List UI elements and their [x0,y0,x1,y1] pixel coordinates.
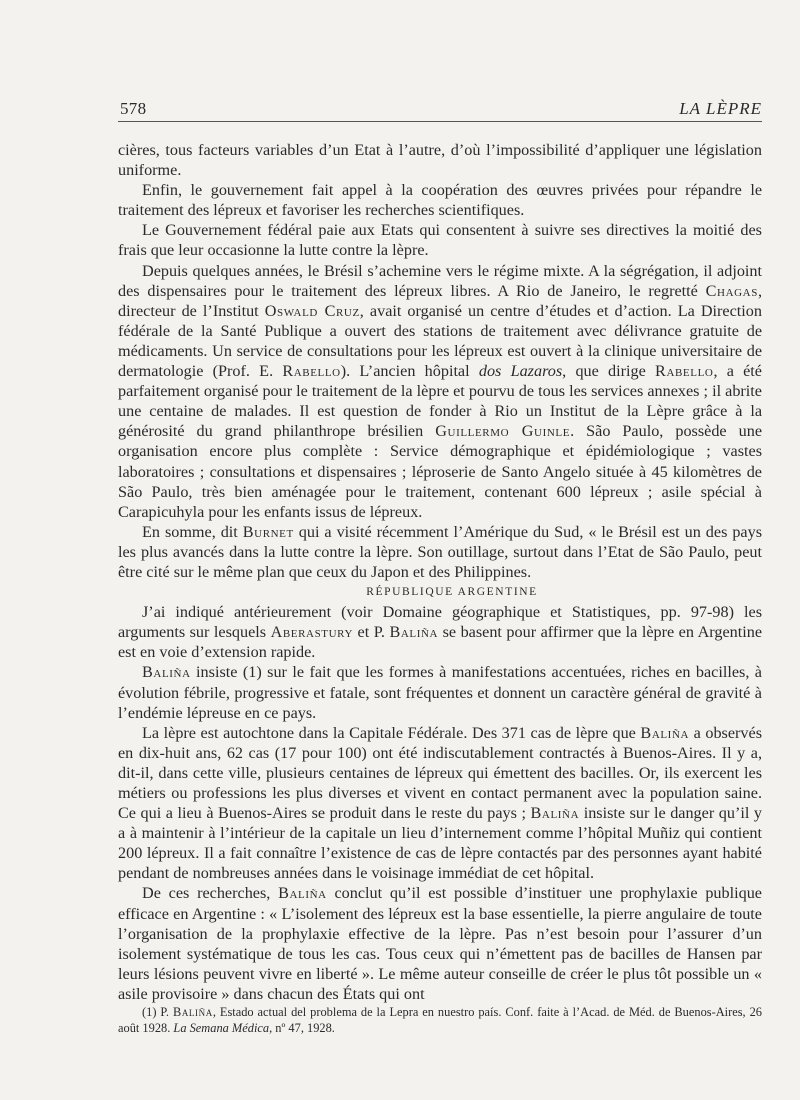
paragraph-6 [118,602,762,662]
paragraph-9 [118,883,762,1004]
text-span: , Estado actual del problema de la Lepra en nuestro país. Conf. faite à l’Acad. de Méd. de Buenos-Aires, 26 août 1928. [118,1005,762,1035]
running-title: LA LÈPRE [679,99,762,118]
author-name: Guillermo Guinle [435,422,571,441]
text-span: , nº 47, 1928. [269,1020,335,1035]
text-span: Depuis quelques années, le Brésil s’achemine vers le régime mixte. A la ségrégation, il adjoint des dispensaires pour le traitement des lépreux libres. A Rio de Janeiro, le regretté [118,261,762,300]
italic-term: dos Lazaros [478,362,563,381]
footnote [118,1005,762,1036]
text-span: qui a visité récemment l’Amérique du Sud, « le Brésil est un des pays les plus avancés dans la lutte contre la lèpre. Son outillage, surtout dans l’Etat de São Paulo, peut être cité sur le même plan que ceux du Japon et des Philippines. [118,522,762,581]
author-name: Baliña [640,723,690,742]
paragraph-1: cières, tous facteurs variables d’un Etat à l’autre, d’où l’impossibilité d’appliquer une législation uniforme. [118,141,762,180]
paragraph-8 [118,723,762,884]
text-span: conclut qu’il est possible d’instituer une prophylaxie publique efficace en Argentine : « L’isolement des lépreux est la base essentielle, la pierre angulaire de toute l’organisation de la prophylaxie effective de la lèpre. Pas n’est besoin pour l’assurer d’un isolement systématique de tous les cas. Tous ceux qui n’émettent pas de bacilles de Hansen par leurs lésions peuvent vivre en liberté ». Le même auteur conseille de créer le plus tôt possible un « asile provisoire » dans chacun des États qui ont [118,884,762,1003]
text-span: J’ai indiqué antérieurement (voir Domaine géographique et Statistiques, pp. 97-98) les arguments sur lesquels [118,603,762,642]
text-span: En somme, dit [142,522,243,541]
author-name: Baliña [389,623,439,642]
section-title: RÉPUBLIQUE ARGENTINE [366,586,538,599]
author-name: Rabello [655,362,714,381]
text-span: , a été parfaitement organisé pour le traitement de la lèpre et pourvu de tous les services annexes ; il abrite une centaine de malades. Il est question de fonder à Rio un Institut de la Lèpre grâce à la générosité du grand philanthrope brésilien [118,362,762,441]
journal-title: La Semana Médica [173,1020,270,1035]
text-span: se basent pour affirmer que la lèpre en Argentine est en voie d’extension rapide. [118,623,762,662]
text-span: La lèpre est autochtone dans la Capitale Fédérale. Des 371 cas de lèpre que [142,723,641,742]
paragraph-2: Enfin, le gouvernement fait appel à la coopération des œuvres privées pour répandre le traitement des lépreux et favoriser les recherches scientifiques. [118,181,762,220]
paragraph-3: Le Gouvernement fédéral paie aux Etats qui consentent à suivre ses directives la moitié des frais que leur occasionne la lutte contre la lèpre. [118,221,762,260]
page-header [118,99,762,123]
text-span: , que dirige [562,362,656,381]
text-span: a observés en dix-huit ans, 62 cas (17 pour 100) ont été indiscutablement contractés à Buenos-Aires. Il y a, dit-il, dans cette ville, plusieurs centaines de lépreux qui émettent des bacilles. Or, ils exercent les métiers ou professions les plus diverses et vivent en contact permanent avec la population saine. Ce qui a lieu à Buenos-Aires se produit dans le reste du pays ; [118,723,762,823]
page-number: 578 [120,99,147,118]
author-name: Chagas [705,281,758,300]
header-rule [118,121,762,122]
text-span: , avait organisé un centre d’études et d’action. La Direction fédérale de la Santé Publique a ouvert des stations de traitement avec délivrance gratuite de médicaments. Un service de consultations pour les lépreux est ouvert à la clinique universitaire de dermatologie (Prof. E. [118,301,762,381]
paragraph-4 [118,261,762,522]
paragraph-7 [118,662,762,722]
author-name: Aberastury [270,623,354,642]
text-span: insiste (1) sur le fait que les formes à manifestations accentuées, riches en bacilles, à évolution fébrile, progressive et fatale, sont fréquentes et donnent un caractère général de gravité à l’endémie lépreuse en ce pays. [118,663,762,722]
text-span: (1) P. [142,1005,173,1019]
author-name: Oswald Cruz [264,301,360,320]
author-name: Burnet [242,522,294,541]
text-span: insiste sur le danger qu’il y a à maintenir à l’intérieur de la capitale un lieu d’internement comme l’hôpital Muñiz qui contient 200 lépreux. Il a fait connaître l’existence de cas de lèpre contactés par des personnes ayant habité pendant de nombreuses années dans le voisinage immédiat de cet hôpital. [118,804,762,883]
author-name: Baliña [530,804,580,823]
author-name: Rabello [282,362,341,381]
main-text [118,140,762,1004]
text-span: De ces recherches, [142,884,279,903]
author-name: Baliña [172,1005,213,1019]
footnote-text [118,1005,762,1036]
paragraph-5 [118,522,762,582]
text-span: , directeur de l’Institut [118,281,762,320]
text-span: et P. [353,623,390,642]
author-name: Baliña [142,663,191,682]
text-span: ). L’ancien hôpital [340,362,479,381]
text-span: . São Paulo, possède une organisation encore plus complète : Service démographique et épidémiologique ; vastes laboratoires ; consultations et dispensaires ; léproserie de Santo Angelo située à 45 kilomètres de São Paulo, très bien aménagée pour le traitement, contenant 600 lépreux ; asile spécial à Carapicuhyla pour les enfants issus de lépreux. [118,422,763,521]
author-name: Baliña [278,884,327,903]
